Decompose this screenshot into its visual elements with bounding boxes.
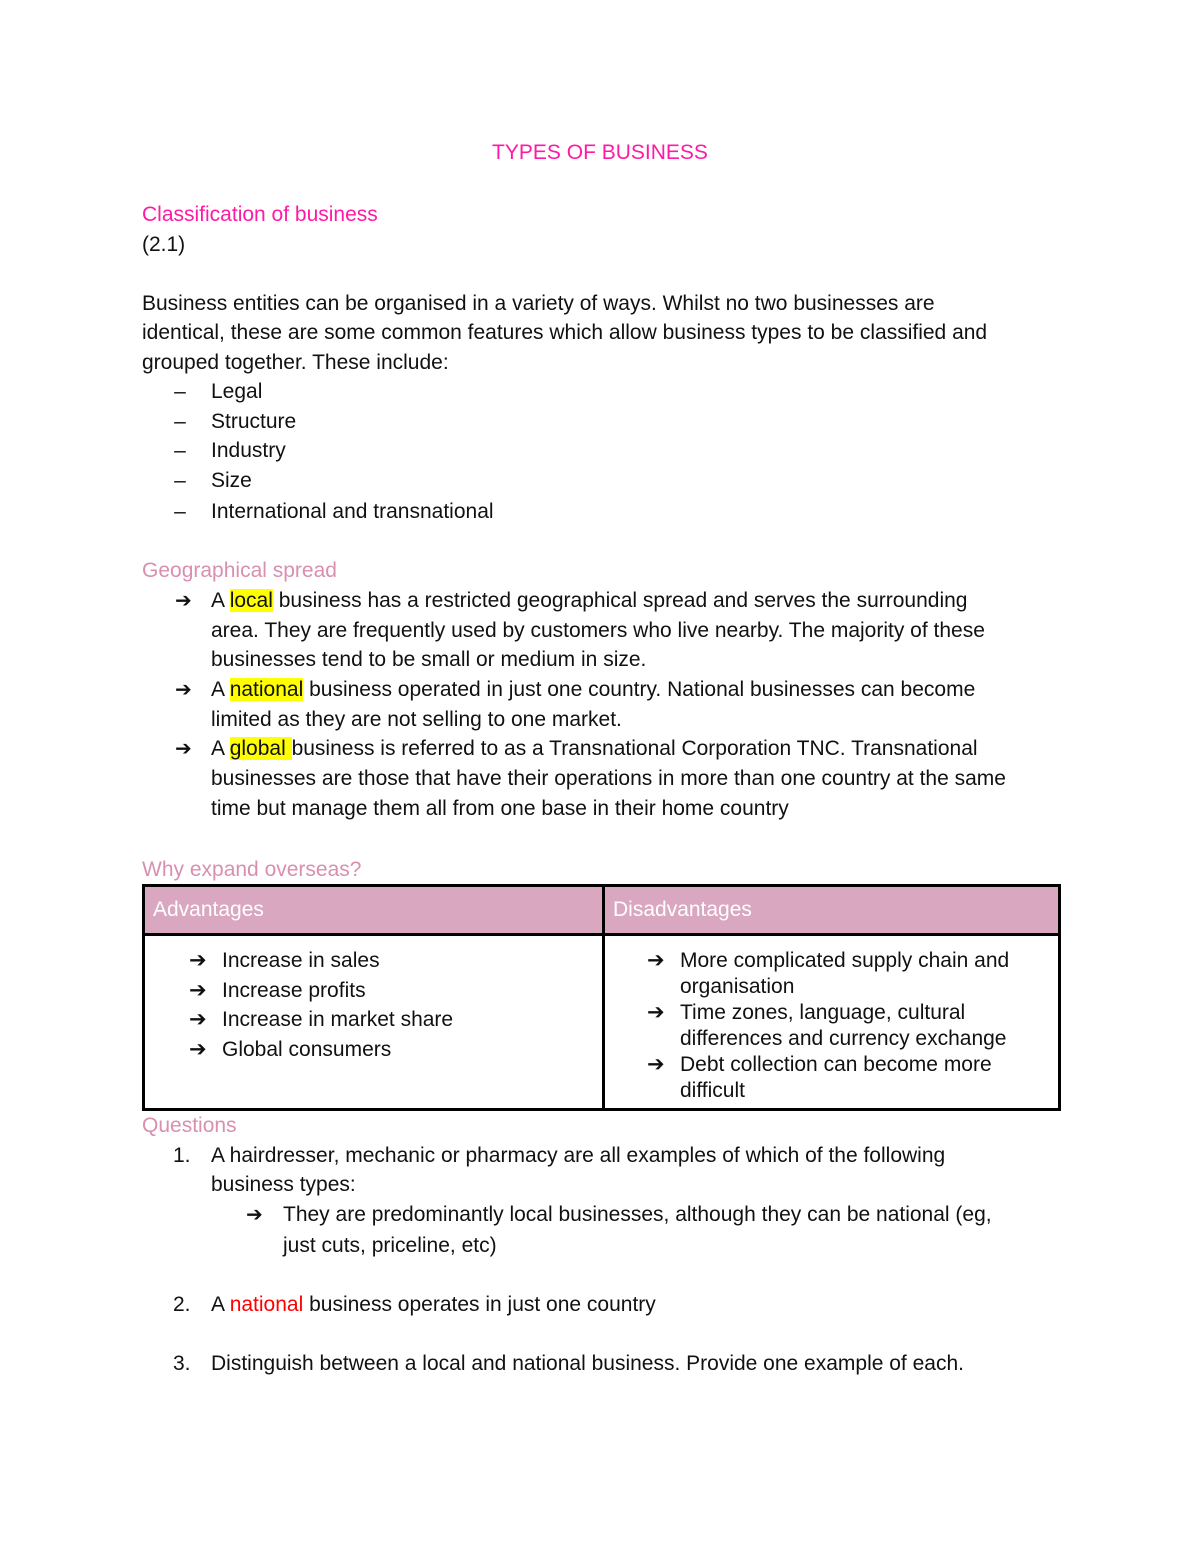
arrow-bullet-icon: ➔ (647, 949, 665, 972)
question-text: A hairdresser, mechanic or pharmacy are all examples of which of the following (211, 1144, 946, 1167)
arrow-bullet-icon: ➔ (189, 1008, 207, 1031)
list-item: Size (211, 469, 252, 492)
section-heading-expand: Why expand overseas? (142, 858, 362, 881)
highlight-global: global (229, 737, 292, 760)
arrow-bullet-icon: ➔ (189, 979, 207, 1002)
arrow-bullet-icon: ➔ (175, 679, 192, 701)
paragraph-line: grouped together. These include: (142, 351, 449, 374)
bullet-global (211, 734, 978, 764)
table-divider (145, 933, 1058, 936)
text: A (211, 589, 230, 612)
highlight-local: local (229, 589, 273, 612)
arrow-bullet-icon: ➔ (647, 1001, 665, 1024)
list-dash: – (174, 500, 186, 523)
list-dash: – (174, 410, 186, 433)
list-item: Structure (211, 410, 297, 433)
section-heading-questions: Questions (142, 1114, 237, 1137)
bullet-line: limited as they are not selling to one market. (211, 708, 622, 731)
text: A (211, 678, 230, 701)
bullet-local (211, 586, 967, 616)
arrow-bullet-icon: ➔ (246, 1204, 263, 1226)
bullet-line: businesses are those that have their operations in more than one country at the same (211, 767, 1006, 790)
question-text: Distinguish between a local and national business. Provide one example of each. (211, 1352, 964, 1375)
text: business operated in just one country. National businesses can become (303, 678, 976, 701)
arrow-bullet-icon: ➔ (189, 949, 207, 972)
bullet-national (211, 675, 975, 705)
page-title: TYPES OF BUSINESS (492, 141, 708, 164)
arrow-bullet-icon: ➔ (175, 738, 192, 760)
paragraph-line: Business entities can be organised in a variety of ways. Whilst no two businesses are (142, 292, 935, 315)
text: business operates in just one country (303, 1293, 656, 1316)
table-divider (602, 887, 605, 1108)
red-keyword: national (229, 1293, 304, 1316)
advantage-item: Increase profits (222, 979, 366, 1002)
table-header-disadvantages: Disadvantages (605, 887, 1058, 933)
bullet-line: businesses tend to be small or medium in size. (211, 648, 647, 671)
highlight-national: national (229, 678, 304, 701)
answer-text: They are predominantly local businesses, although they can be national (eg, (283, 1203, 992, 1226)
question-number: 3. (173, 1352, 191, 1375)
paragraph-line: identical, these are some common features which allow business types to be classified and (142, 321, 988, 344)
arrow-bullet-icon: ➔ (175, 590, 192, 612)
answer-text: just cuts, priceline, etc) (283, 1234, 497, 1257)
list-dash: – (174, 380, 186, 403)
list-item: Industry (211, 439, 286, 462)
section-heading-classification: Classification of business (142, 203, 378, 226)
disadvantage-item: organisation (680, 975, 795, 998)
question-text: business types: (211, 1173, 356, 1196)
disadvantage-item: Time zones, language, cultural (680, 1001, 966, 1024)
disadvantage-item: difficult (680, 1079, 745, 1102)
question-number: 2. (173, 1293, 191, 1316)
bullet-line: time but manage them all from one base in their home country (211, 797, 789, 820)
question-text (211, 1290, 656, 1320)
bullet-line: area. They are frequently used by customers who live nearby. The majority of these (211, 619, 985, 642)
list-dash: – (174, 469, 186, 492)
advantage-item: Global consumers (222, 1038, 392, 1061)
text: business has a restricted geographical spread and serves the surrounding (272, 589, 968, 612)
section-heading-geographical: Geographical spread (142, 559, 337, 582)
section-reference: (2.1) (142, 233, 186, 256)
advantage-item: Increase in sales (222, 949, 380, 972)
disadvantage-item: Debt collection can become more (680, 1053, 992, 1076)
arrow-bullet-icon: ➔ (647, 1053, 665, 1076)
question-number: 1. (173, 1144, 191, 1167)
disadvantage-item: differences and currency exchange (680, 1027, 1007, 1050)
list-dash: – (174, 439, 186, 462)
text: A (211, 1293, 230, 1316)
list-item: International and transnational (211, 500, 494, 523)
advantage-item: Increase in market share (222, 1008, 454, 1031)
advantages-table (142, 884, 1061, 1111)
list-item: Legal (211, 380, 263, 403)
text: A (211, 737, 230, 760)
arrow-bullet-icon: ➔ (189, 1038, 207, 1061)
text: business is referred to as a Transnational Corporation TNC. Transnational (291, 737, 978, 760)
disadvantage-item: More complicated supply chain and (680, 949, 1010, 972)
table-header-advantages: Advantages (145, 887, 602, 933)
